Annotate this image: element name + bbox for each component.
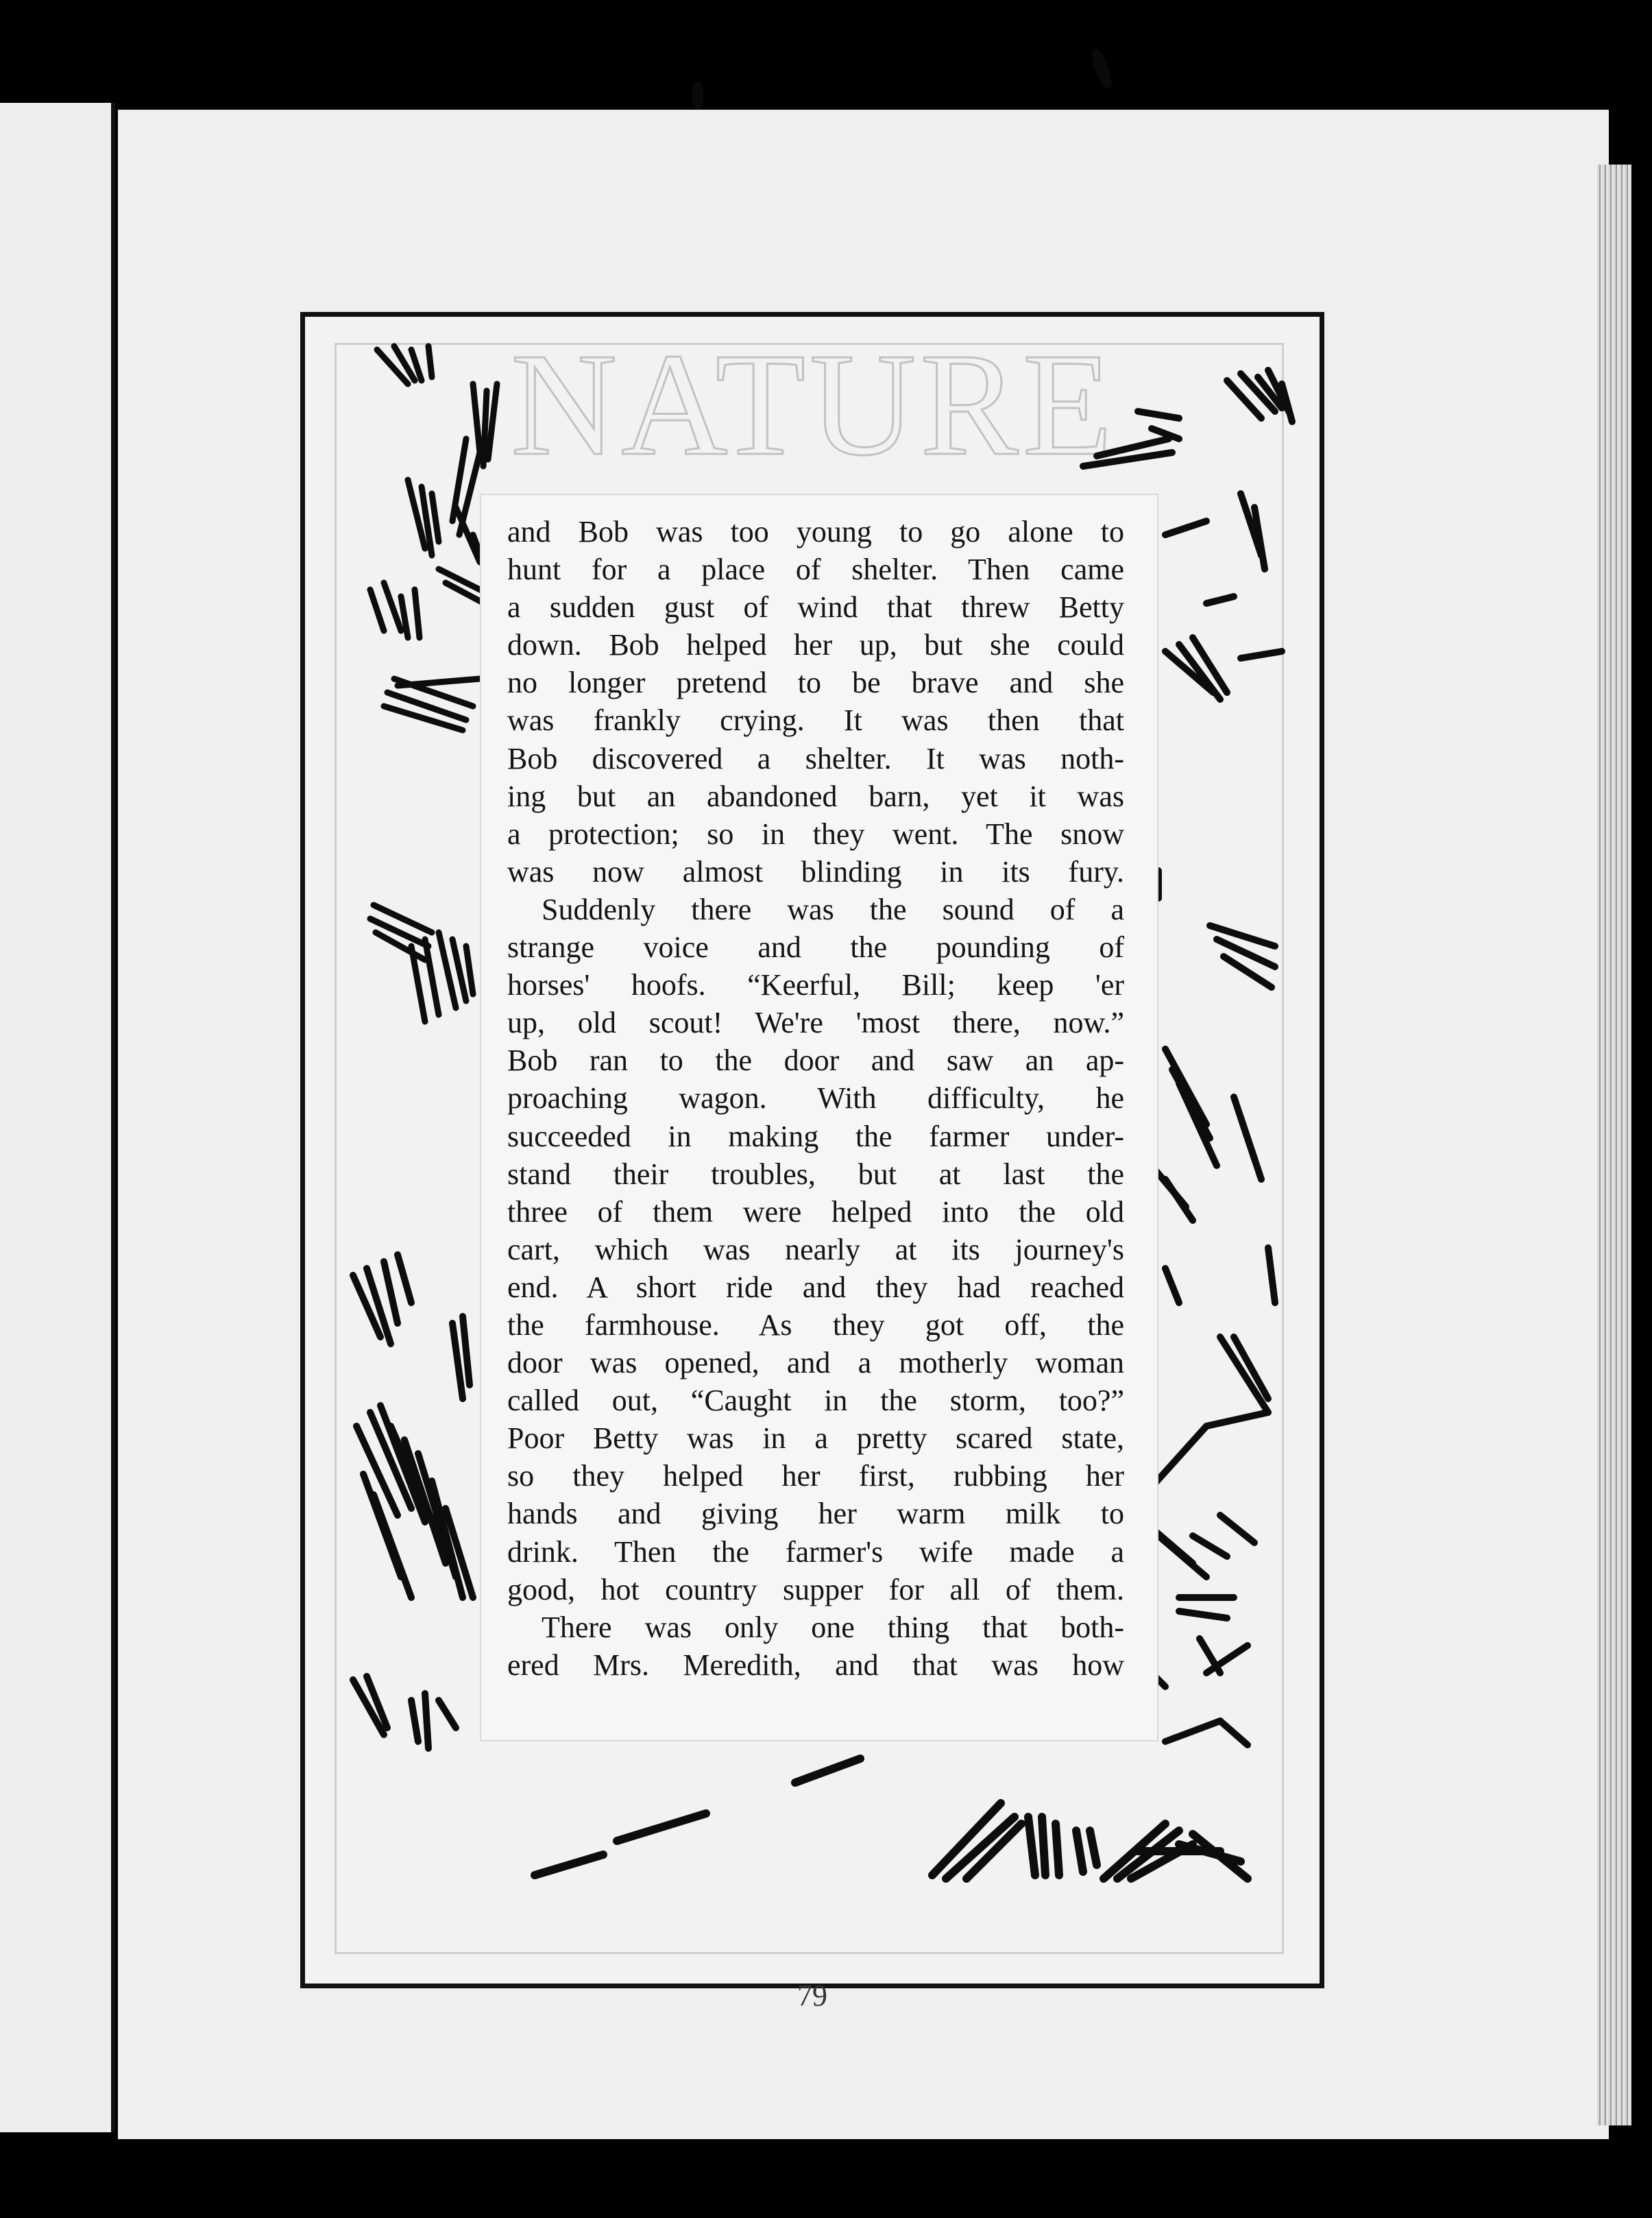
text-line: Bob discovered a shelter. It was noth-: [507, 741, 1124, 775]
text-line: hunt for a place of shelter. Then came: [507, 553, 1124, 587]
text-line: succeeded in making the farmer under-: [507, 1119, 1124, 1153]
text-line: end. A short ride and they had reached: [507, 1270, 1124, 1304]
text-line: hands and giving her warm milk to: [507, 1497, 1124, 1531]
text-line: a protection; so in they went. The snow: [507, 817, 1124, 851]
text-line: cart, which was nearly at its journey's: [507, 1232, 1124, 1266]
text-line: Poor Betty was in a pretty scared state,: [507, 1421, 1124, 1456]
page-heading: NATURE: [511, 322, 1117, 486]
text-line: the farmhouse. As they got off, the: [507, 1307, 1124, 1342]
text-line: was now almost blinding in its fury.: [507, 854, 1124, 889]
text-line: proaching wagon. With difficulty, he: [507, 1081, 1124, 1116]
text-line: down. Bob helped her up, but she could: [507, 628, 1124, 662]
page-number: 79: [797, 1979, 827, 2012]
text-line: so they helped her first, rubbing her: [507, 1459, 1124, 1493]
text-line-indented: Suddenly there was the sound of a: [542, 892, 1124, 926]
text-line: stand their troubles, but at last the: [507, 1157, 1124, 1191]
text-line: horses' hoofs. “Keerful, Bill; keep 'er: [507, 968, 1124, 1002]
text-line: was frankly crying. It was then that: [507, 703, 1124, 738]
text-line: ered Mrs. Meredith, and that was how: [507, 1648, 1124, 1682]
text-line-indented: There was only one thing that both-: [542, 1610, 1124, 1644]
text-line: good, hot country supper for all of them.: [507, 1572, 1124, 1606]
text-line: a sudden gust of wind that threw Betty: [507, 590, 1124, 625]
text-line: strange voice and the pounding of: [507, 930, 1124, 965]
text-line: up, old scout! We're 'most there, now.”: [507, 1006, 1124, 1040]
text-line: three of them were helped into the old: [507, 1194, 1124, 1229]
text-line: no longer pretend to be brave and she: [507, 666, 1124, 700]
text-line: drink. Then the farmer's wife made a: [507, 1534, 1124, 1569]
text-line: called out, “Caught in the storm, too?”: [507, 1384, 1124, 1418]
text-line: door was opened, and a motherly woman: [507, 1346, 1124, 1380]
text-line: and Bob was too young to go alone to: [507, 515, 1124, 549]
body-text: [507, 513, 1124, 1684]
text-line: ing but an abandoned barn, yet it was: [507, 779, 1124, 813]
text-line: Bob ran to the door and saw an ap-: [507, 1044, 1124, 1078]
